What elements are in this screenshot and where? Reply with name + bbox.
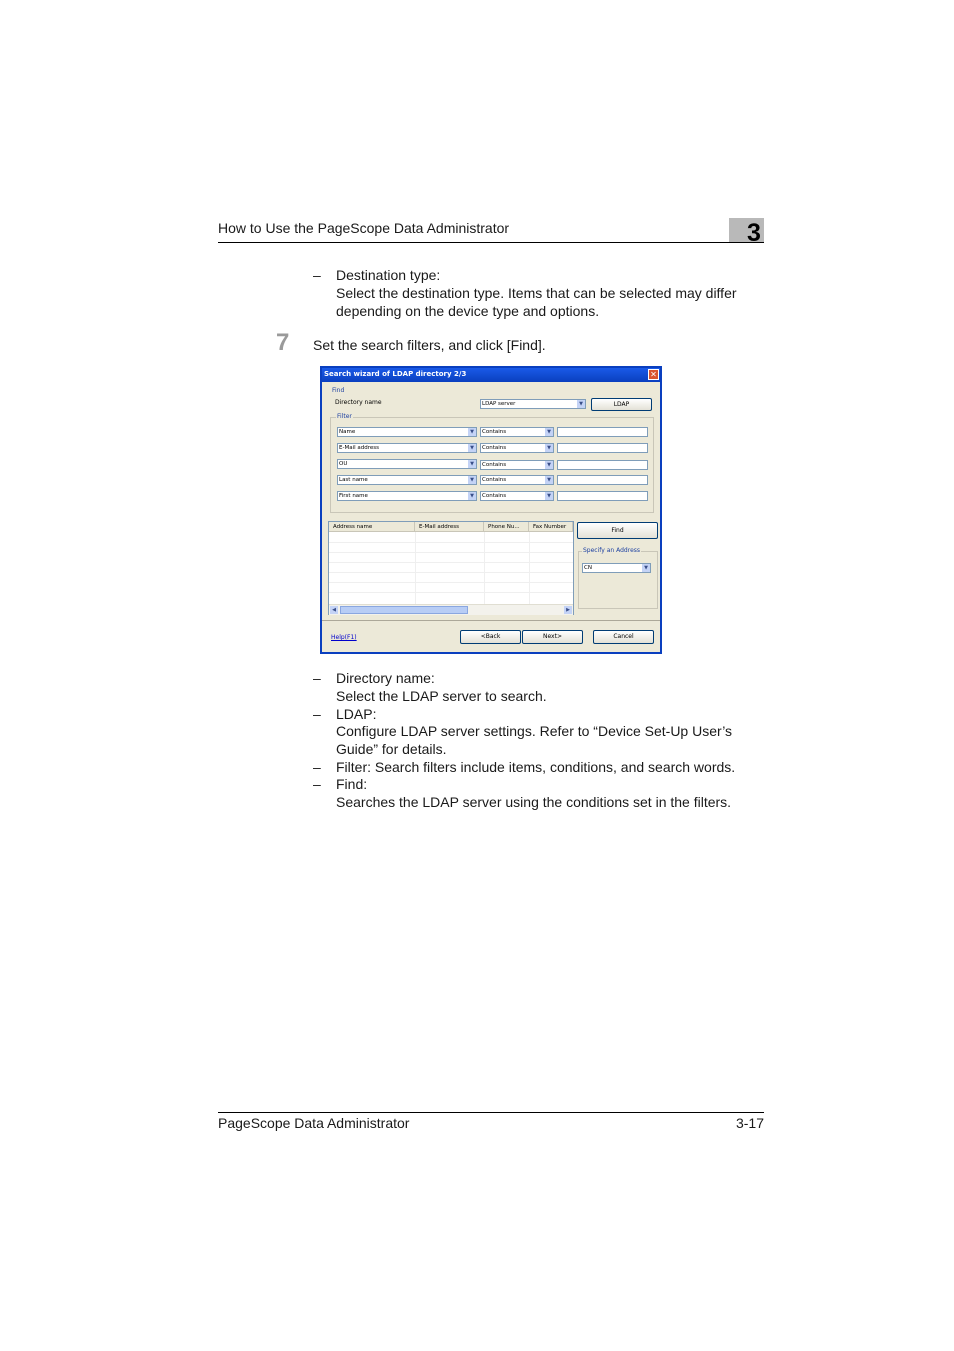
- filter-search-word-input[interactable]: [557, 443, 648, 453]
- filter-item-value: Name: [339, 429, 356, 435]
- filter-item-select[interactable]: [337, 491, 477, 501]
- directory-name-select[interactable]: [480, 399, 586, 409]
- chevron-down-icon: ▼: [468, 444, 476, 452]
- filter-condition-select[interactable]: [480, 491, 554, 501]
- grid-line: [415, 532, 416, 604]
- filter-item-select[interactable]: [337, 427, 477, 437]
- note-dash: –: [313, 670, 321, 686]
- results-list[interactable]: [328, 521, 574, 615]
- cancel-button[interactable]: Cancel: [593, 630, 654, 644]
- close-icon[interactable]: ✕: [648, 369, 659, 380]
- filter-condition-select[interactable]: [480, 460, 554, 470]
- chevron-down-icon: ▼: [545, 444, 553, 452]
- horizontal-scrollbar[interactable]: [329, 604, 573, 615]
- chevron-down-icon: ▼: [577, 400, 585, 408]
- grid-line: [329, 562, 573, 563]
- find-button[interactable]: Find: [577, 522, 658, 539]
- ldap-button[interactable]: LDAP: [591, 398, 652, 411]
- help-link[interactable]: Help(F1): [331, 634, 357, 641]
- filter-item-value: OU: [339, 461, 348, 467]
- ldap-search-wizard-dialog: [320, 366, 662, 654]
- column-header-email[interactable]: E-Mail address: [415, 522, 484, 532]
- footer-title: PageScope Data Administrator: [218, 1115, 410, 1131]
- note-desc: Select the LDAP server to search.: [336, 688, 547, 704]
- filter-item-value: E-Mail address: [339, 445, 379, 451]
- note-dash: –: [313, 706, 321, 722]
- directory-name-label: Directory name: [335, 399, 382, 406]
- grid-line: [329, 592, 573, 593]
- column-header-fax[interactable]: Fax Number: [529, 522, 573, 532]
- next-button[interactable]: Next>: [522, 630, 583, 644]
- running-header-title: How to Use the PageScope Data Administrator: [218, 220, 510, 236]
- chevron-down-icon: ▼: [642, 564, 650, 572]
- chevron-down-icon: ▼: [468, 476, 476, 484]
- filter-item-select[interactable]: [337, 459, 477, 469]
- find-group-label: Find: [332, 387, 345, 394]
- specify-address-value: CN: [584, 565, 592, 571]
- filter-condition-value: Contains: [482, 477, 507, 483]
- scroll-right-icon[interactable]: ▶: [564, 606, 572, 614]
- directory-name-value: LDAP server: [482, 401, 516, 407]
- filter-condition-select[interactable]: [480, 475, 554, 485]
- chevron-down-icon: ▼: [468, 492, 476, 500]
- page-number: 3-17: [735, 1115, 764, 1131]
- filter-item-select[interactable]: [337, 475, 477, 485]
- intro-term: Destination type:: [336, 267, 441, 283]
- filter-condition-value: Contains: [482, 493, 507, 499]
- dialog-separator: [322, 620, 660, 621]
- filter-item-value: Last name: [339, 477, 368, 483]
- chevron-down-icon: ▼: [468, 428, 476, 436]
- chevron-down-icon: ▼: [545, 428, 553, 436]
- chapter-number: 3: [747, 219, 761, 247]
- specify-address-select[interactable]: [582, 563, 651, 573]
- note-term: Directory name:: [336, 670, 435, 686]
- filter-condition-value: Contains: [482, 445, 507, 451]
- note-desc: Guide” for details.: [336, 741, 447, 757]
- note-desc: Configure LDAP server settings. Refer to “Device Set-Up User’s: [336, 723, 733, 739]
- filter-condition-value: Contains: [482, 462, 507, 468]
- filter-condition-value: Contains: [482, 429, 507, 435]
- grid-line: [329, 552, 573, 553]
- filter-search-word-input[interactable]: [557, 460, 648, 470]
- intro-dash: –: [313, 267, 321, 283]
- note-term: Find:: [336, 776, 368, 792]
- filter-search-word-input[interactable]: [557, 491, 648, 501]
- chevron-down-icon: ▼: [468, 460, 476, 468]
- filter-item-select[interactable]: [337, 443, 477, 453]
- grid-line: [484, 532, 485, 604]
- chevron-down-icon: ▼: [545, 476, 553, 484]
- column-header-phone[interactable]: Phone Nu...: [484, 522, 529, 532]
- grid-line: [329, 542, 573, 543]
- note-term: LDAP:: [336, 706, 377, 722]
- back-button[interactable]: <Back: [460, 630, 521, 644]
- note-dash: –: [313, 759, 321, 775]
- footer-rule: [218, 1112, 764, 1113]
- intro-desc-line1: Select the destination type. Items that can be selected may differ: [336, 285, 737, 301]
- scroll-left-icon[interactable]: ◀: [330, 606, 338, 614]
- filter-search-word-input[interactable]: [557, 475, 648, 485]
- step-text: Set the search filters, and click [Find].: [313, 337, 546, 353]
- specify-address-label: Specify an Address: [583, 547, 641, 554]
- scrollbar-thumb[interactable]: [340, 606, 468, 614]
- filter-item-value: First name: [339, 493, 368, 499]
- chevron-down-icon: ▼: [545, 492, 553, 500]
- dialog-title-bar: [322, 368, 660, 382]
- note-term: Filter: Search filters include items, conditions, and search words.: [336, 759, 736, 775]
- grid-line: [529, 532, 530, 604]
- intro-desc-line2: depending on the device type and options.: [336, 303, 600, 319]
- filter-group-label: Filter: [337, 413, 352, 420]
- note-desc: Searches the LDAP server using the conditions set in the filters.: [336, 794, 732, 810]
- filter-condition-select[interactable]: [480, 443, 554, 453]
- grid-line: [329, 572, 573, 573]
- column-header-address-name[interactable]: Address name: [329, 522, 415, 532]
- grid-line: [329, 582, 573, 583]
- step-number: 7: [276, 329, 290, 356]
- header-rule: [218, 242, 764, 243]
- filter-condition-select[interactable]: [480, 427, 554, 437]
- note-dash: –: [313, 776, 321, 792]
- specify-address-group: [578, 551, 658, 609]
- dialog-title: Search wizard of LDAP directory 2/3: [324, 370, 467, 378]
- chevron-down-icon: ▼: [545, 461, 553, 469]
- filter-search-word-input[interactable]: [557, 427, 648, 437]
